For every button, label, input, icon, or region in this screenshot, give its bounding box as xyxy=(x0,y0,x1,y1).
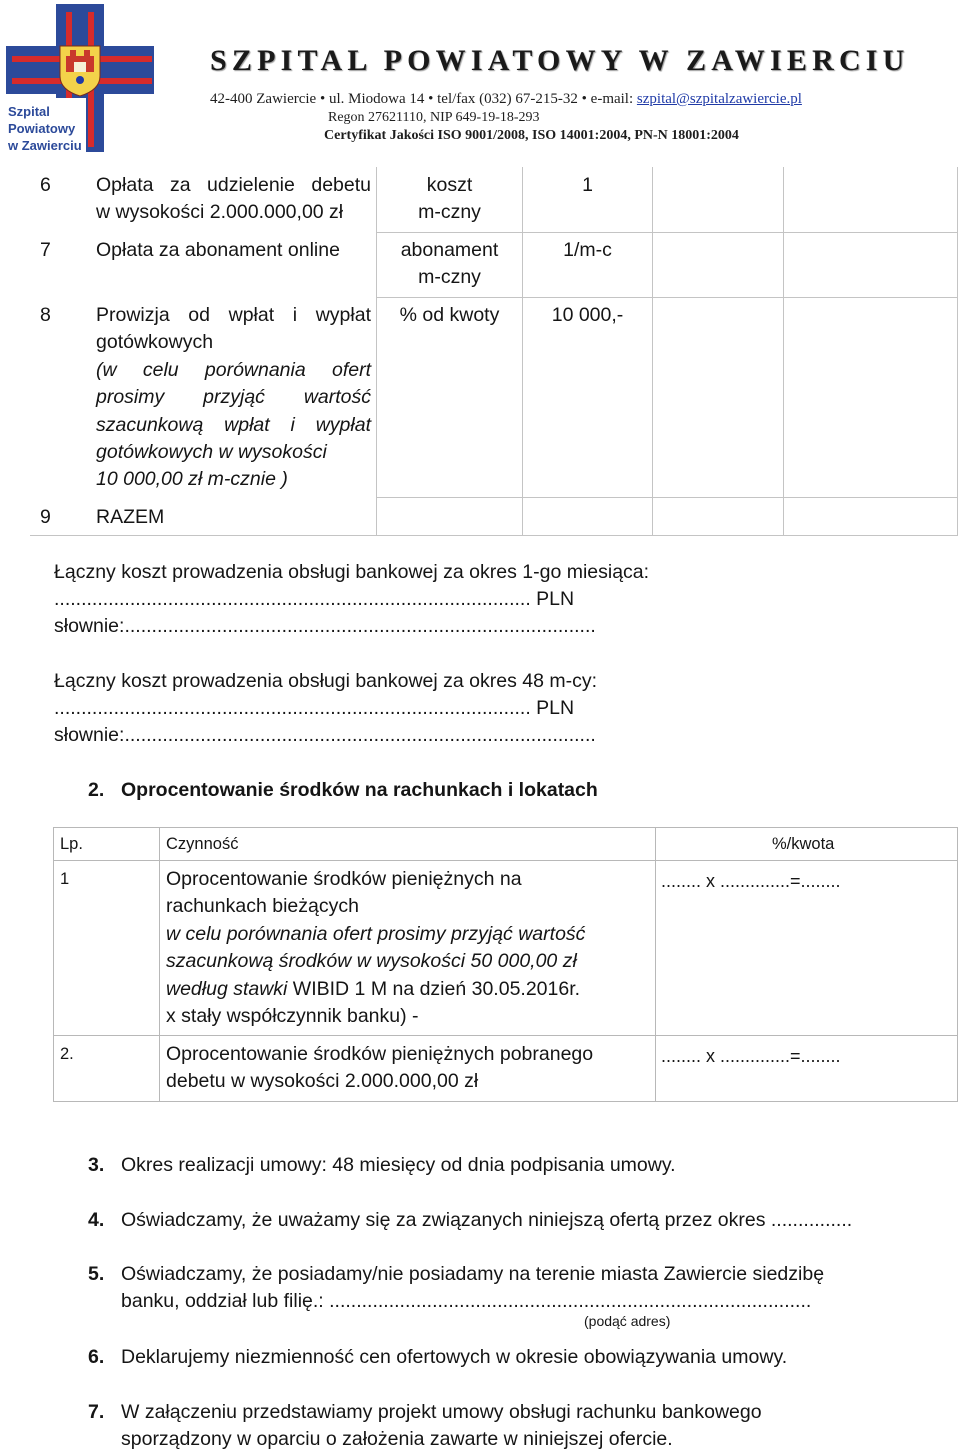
fee-quantity: 1/m-c xyxy=(563,239,612,261)
hospital-logo-icon xyxy=(4,2,156,152)
fee-name: RAZEM xyxy=(96,506,165,528)
item-text: W załączeniu przedstawiamy projekt umowy obsługi rachunku bankowego xyxy=(121,1401,762,1423)
header-rate: %/kwota xyxy=(772,835,835,853)
table-divider xyxy=(957,167,958,536)
row-number: 9 xyxy=(40,506,51,528)
section-title: Oprocentowanie środków na rachunkach i lokatach xyxy=(121,779,598,801)
email-link[interactable]: szpital@szpitalzawiercie.pl xyxy=(636,91,802,107)
logo-text-3: w Zawierciu xyxy=(8,138,82,152)
hospital-logo xyxy=(4,2,156,152)
fee-name: Opłata za udzielenie debetu w wysokości 2.000.000,00 zł xyxy=(96,174,371,224)
item-number: 4. xyxy=(88,1209,105,1231)
logo-text-1: Szpital xyxy=(8,104,50,119)
rate-value: ........ x ..............=........ xyxy=(661,871,841,891)
row-number: 6 xyxy=(40,174,51,196)
table-rule xyxy=(376,232,958,233)
table-divider xyxy=(783,167,784,536)
item-number: 7. xyxy=(88,1401,105,1423)
row-number: 7 xyxy=(40,239,51,261)
fee-name: Opłata za abonament online xyxy=(96,239,340,261)
certificate-line: Certyfikat Jakości ISO 9001/2008, ISO 14001:2004, PN-N 18001:2004 xyxy=(324,128,739,143)
rate-activity: Oprocentowanie środków pieniężnych na rachunkach bieżących w celu porównania ofert prosimy przyjąć wartość szacunkową środków w wysokości 50 000,00 zł według stawki WIBID 1 M na dzień 30.05.2016r. x stały współczynnik banku) - xyxy=(166,868,586,1028)
item-text: banku, oddział lub filię.: ......................................................................................... xyxy=(121,1290,812,1312)
row-lp: 2. xyxy=(60,1045,74,1063)
total48-label: Łączny koszt prowadzenia obsługi bankowej za okres 48 m-cy: xyxy=(54,670,598,692)
item-text: Deklarujemy niezmienność cen ofertowych w okresie obowiązywania umowy. xyxy=(121,1346,788,1368)
fee-quantity: 10 000,- xyxy=(551,304,624,326)
total48-amount: ........................................................................................ PLN xyxy=(54,697,575,719)
address-caption: (podąć adres) xyxy=(584,1313,671,1329)
monthly-total-amount: ........................................................................................ PLN xyxy=(54,588,575,610)
row-number: 8 xyxy=(40,304,51,326)
hospital-name: SZPITAL POWIATOWY W ZAWIERCIU xyxy=(210,44,910,77)
logo-text-2: Powiatowy xyxy=(8,121,76,136)
section-number: 2. xyxy=(88,779,105,801)
row-lp: 1 xyxy=(60,870,70,888)
item-number: 6. xyxy=(88,1346,105,1368)
fee-unit: koszt m-czny xyxy=(418,174,481,224)
item-number: 5. xyxy=(88,1263,105,1285)
item-text: Oświadczamy, że uważamy się za związanych niniejszą ofertą przez okres ............... xyxy=(121,1209,853,1231)
rate-value: ........ x ..............=........ xyxy=(661,1046,841,1066)
table-divider xyxy=(652,167,653,536)
address-line xyxy=(210,91,802,108)
table-rule xyxy=(53,1035,957,1036)
fee-name: Prowizja od wpłat i wypłat gotówkowych (w celu porównania ofert prosimy przyjąć wartość szacunkową wpłat i wypłat gotówkowych w wysokości 10 000,00 zł m-cznie ) xyxy=(96,304,371,491)
table-divider xyxy=(522,167,523,536)
header-activity: Czynność xyxy=(166,835,239,853)
rate-activity: Oprocentowanie środków pieniężnych pobranego debetu w wysokości 2.000.000,00 zł xyxy=(166,1043,594,1093)
fee-unit: abonament m-czny xyxy=(400,239,499,289)
regon-line: Regon 27621110, NIP 649-19-18-293 xyxy=(328,110,540,125)
item-text: Okres realizacji umowy: 48 miesięcy od dnia podpisania umowy. xyxy=(121,1154,676,1176)
item-text: sporządzony w oparciu o założenia zawarte w niniejszej ofercie. xyxy=(121,1428,673,1450)
table-rule xyxy=(53,860,957,861)
table-divider xyxy=(655,827,656,1101)
fee-quantity: 1 xyxy=(582,174,593,196)
table-rule xyxy=(30,535,958,536)
item-number: 3. xyxy=(88,1154,105,1176)
table-rule xyxy=(376,497,958,498)
monthly-total-label: Łączny koszt prowadzenia obsługi bankowej za okres 1-go miesiąca: xyxy=(54,561,650,583)
header-lp: Lp. xyxy=(60,835,83,853)
total48-words: słownie:....................................................................................... xyxy=(54,724,596,746)
table-rule xyxy=(376,297,958,298)
address-text: 42-400 Zawiercie • ul. Miodowa 14 • tel/fax (032) 67-215-32 • e-mail: xyxy=(210,91,637,107)
table-divider xyxy=(159,827,160,1101)
item-text: Oświadczamy, że posiadamy/nie posiadamy na terenie miasta Zawiercie siedzibę xyxy=(121,1263,825,1285)
fee-unit: % od kwoty xyxy=(399,304,500,326)
monthly-total-words: słownie:....................................................................................... xyxy=(54,615,596,637)
